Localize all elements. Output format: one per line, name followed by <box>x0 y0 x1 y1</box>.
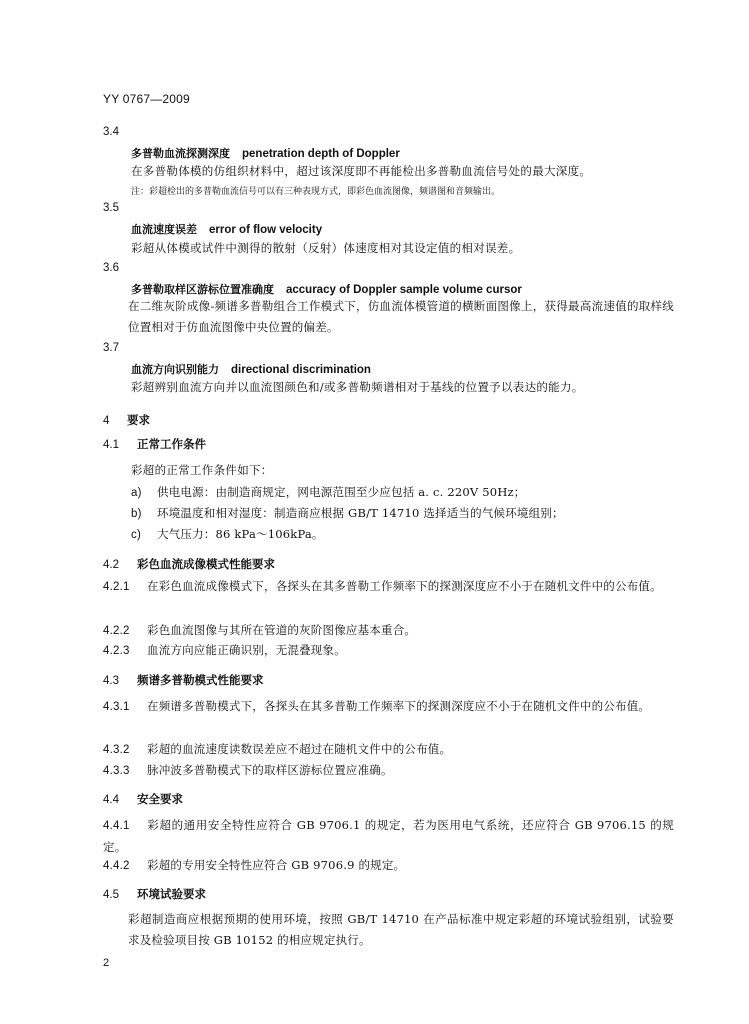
clause-4-3-1: 4.3.1 在频谱多普勒模式下，各探头在其多普勒工作频率下的探测深度应不小于在随机文件中的公布值。 <box>103 699 651 713</box>
list-item: c) 大气压力：86 kPa～106kPa。 <box>131 527 324 541</box>
note-3-4: 注：彩超检出的多普勒血流信号可以有三种表现方式，即彩色血流图像，频谱图和音频输出。 <box>131 187 501 197</box>
term-3-4 <box>131 145 400 161</box>
term-cn: 多普勒取样区游标位置准确度 <box>131 283 274 296</box>
term-3-6 <box>131 281 522 297</box>
section-heading-4-4: 4.4 安全要求 <box>103 792 183 806</box>
clause-4-4-2: 4.4.2 彩超的专用安全特性应符合 GB 9706.9 的规定。 <box>103 858 406 872</box>
clause-4-5-text: 彩超制造商应根据预期的使用环境，按照 GB/T 14710 在产品标准中规定彩超的环境试验组别，试验要求及检验项目按 GB 10152 的相应规定执行。 <box>128 912 674 947</box>
page-number: 2 <box>103 957 110 969</box>
conditions-intro: 彩超的正常工作条件如下： <box>131 463 273 477</box>
term-en: accuracy of Doppler sample volume cursor <box>286 284 522 296</box>
section-heading-4-2: 4.2 彩色血流成像模式性能要求 <box>103 557 275 571</box>
clause-4-2-2: 4.2.2 彩色血流图像与其所在管道的灰阶图像应基本重合。 <box>103 623 417 637</box>
clause-4-2-1: 4.2.1 在彩色血流成像模式下，各探头在其多普勒工作频率下的探测深度应不小于在随机文件中的公布值。 <box>103 579 662 593</box>
term-cn: 血流方向识别能力 <box>131 363 219 376</box>
term-cn: 多普勒血流探测深度 <box>131 147 230 160</box>
clause-number-3-4: 3.4 <box>103 126 119 138</box>
term-en: penetration depth of Doppler <box>242 148 400 160</box>
term-cn: 血流速度误差 <box>131 223 197 236</box>
clause-number-3-7: 3.7 <box>103 342 119 354</box>
clause-4-4-1: 4.4.1 彩超的通用安全特性应符合 GB 9706.1 的规定，若为医用电气系统，还应符合 GB 9706.15 的规定。 <box>103 818 674 854</box>
list-item: a) 供电电源：由制造商规定，网电源范围至少应包括 a. c. 220V 50Hz； <box>131 485 526 499</box>
term-en: error of flow velocity <box>209 224 323 236</box>
clause-number-3-6: 3.6 <box>103 262 119 274</box>
term-en: directional discrimination <box>231 364 371 376</box>
clause-number-3-5: 3.5 <box>103 202 119 214</box>
definition-3-5: 彩超从体模或试件中测得的散射（反射）体速度相对其设定值的相对误差。 <box>131 241 521 255</box>
definition-3-7: 彩超辨别血流方向并以血流图颜色和/或多普勒频谱相对于基线的位置予以表达的能力。 <box>131 380 584 394</box>
definition-3-6: 在二维灰阶成像-频谱多普勒组合工作模式下，仿血流体模管道的横断面图像上，获得最高流速值的取样线位置相对于仿血流图像中央位置的偏差。 <box>128 299 674 334</box>
section-heading-4-5: 4.5 环境试验要求 <box>103 887 206 901</box>
clause-4-3-2: 4.3.2 彩超的血流速度读数误差应不超过在随机文件中的公布值。 <box>103 742 452 756</box>
term-3-5 <box>131 221 322 237</box>
section-heading-4-1: 4.1 正常工作条件 <box>103 437 206 451</box>
term-3-7 <box>131 361 371 377</box>
section-heading-4: 4 要求 <box>103 413 150 427</box>
clause-4-3-3: 4.3.3 脉冲波多普勒模式下的取样区游标位置应准确。 <box>103 763 393 777</box>
section-heading-4-3: 4.3 频谱多普勒模式性能要求 <box>103 673 264 687</box>
standard-number: YY 0767—2009 <box>103 92 190 106</box>
clause-4-2-3: 4.2.3 血流方向应能正确识别，无混叠现象。 <box>103 643 346 657</box>
list-item: b) 环境温度和相对湿度：制造商应根据 GB/T 14710 选择适当的气候环境组别； <box>131 506 564 520</box>
definition-3-4: 在多普勒体模的仿组织材料中，超过该深度即不再能检出多普勒血流信号处的最大深度。 <box>131 164 592 178</box>
